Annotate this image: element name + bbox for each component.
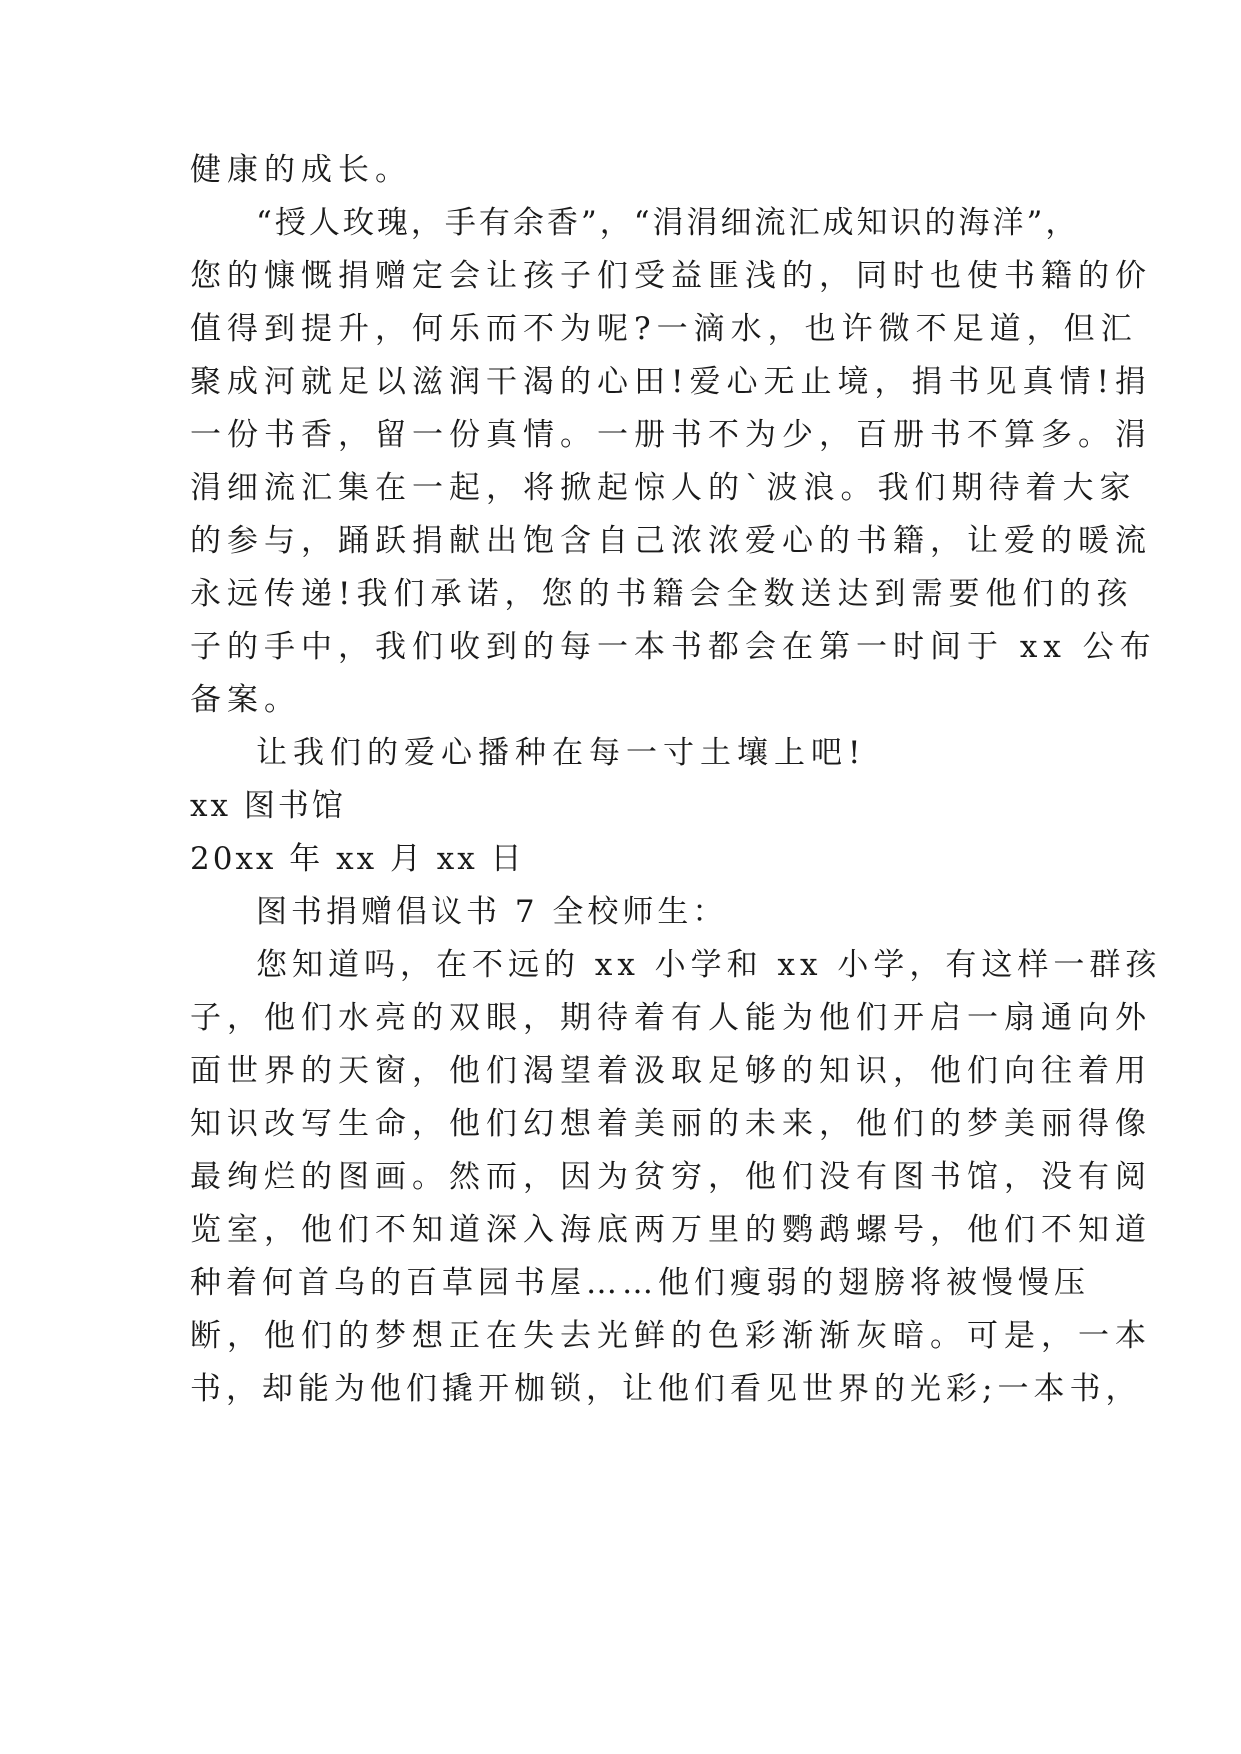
text-line: 种着何首乌的百草园书屋……他们瘦弱的翅膀将被慢慢压 xyxy=(190,1265,1090,1301)
text-line: 值得到提升，何乐而不为呢?一滴水，也许微不足道，但汇 xyxy=(190,311,1138,347)
signature-date: 20xx 年 xx 月 xx 日 xyxy=(190,841,525,877)
text-line: 备案。 xyxy=(190,682,301,718)
text-line: 让我们的爱心播种在每一寸土壤上吧! xyxy=(256,735,867,771)
text-line: 最绚烂的图画。然而，因为贫穷，他们没有图书馆，没有阅 xyxy=(190,1159,1152,1195)
text-line: 健康的成长。 xyxy=(190,152,412,188)
text-line: “授人玫瑰，手有余香”，“涓涓细流汇成知识的海洋”， xyxy=(256,205,1080,241)
text-line: 一份书香，留一份真情。一册书不为少，百册书不算多。涓 xyxy=(190,417,1152,453)
text-line: 您知道吗，在不远的 xx 小学和 xx 小学，有这样一群孩 xyxy=(256,947,1162,983)
text-line: 永远传递!我们承诺，您的书籍会全数送达到需要他们的孩 xyxy=(190,576,1134,612)
text-line: 子的手中，我们收到的每一本书都会在第一时间于 xx 公布 xyxy=(190,629,1157,665)
text-line: 子，他们水亮的双眼，期待着有人能为他们开启一扇通向外 xyxy=(190,1000,1152,1036)
text-line: 面世界的天窗，他们渴望着汲取足够的知识，他们向往着用 xyxy=(190,1053,1152,1089)
text-line: 书，却能为他们撬开枷锁，让他们看见世界的光彩;一本书， xyxy=(190,1371,1142,1407)
text-line: 知识改写生命，他们幻想着美丽的未来，他们的梦美丽得像 xyxy=(190,1106,1152,1142)
signature-library: xx 图书馆 xyxy=(190,788,346,824)
section-heading: 图书捐赠倡议书 7 全校师生： xyxy=(256,894,728,930)
text-line: 览室，他们不知道深入海底两万里的鹦鹉螺号，他们不知道 xyxy=(190,1212,1152,1248)
text-line: 断，他们的梦想正在失去光鲜的色彩渐渐灰暗。可是，一本 xyxy=(190,1318,1152,1354)
text-line: 您的慷慨捐赠定会让孩子们受益匪浅的，同时也使书籍的价 xyxy=(190,258,1152,294)
text-line: 聚成河就足以滋润干渴的心田!爱心无止境，捐书见真情!捐 xyxy=(190,364,1152,400)
text-line: 的参与，踊跃捐献出饱含自己浓浓爱心的书籍，让爱的暖流 xyxy=(190,523,1152,559)
text-line: 涓细流汇集在一起，将掀起惊人的`波浪。我们期待着大家 xyxy=(190,470,1137,506)
